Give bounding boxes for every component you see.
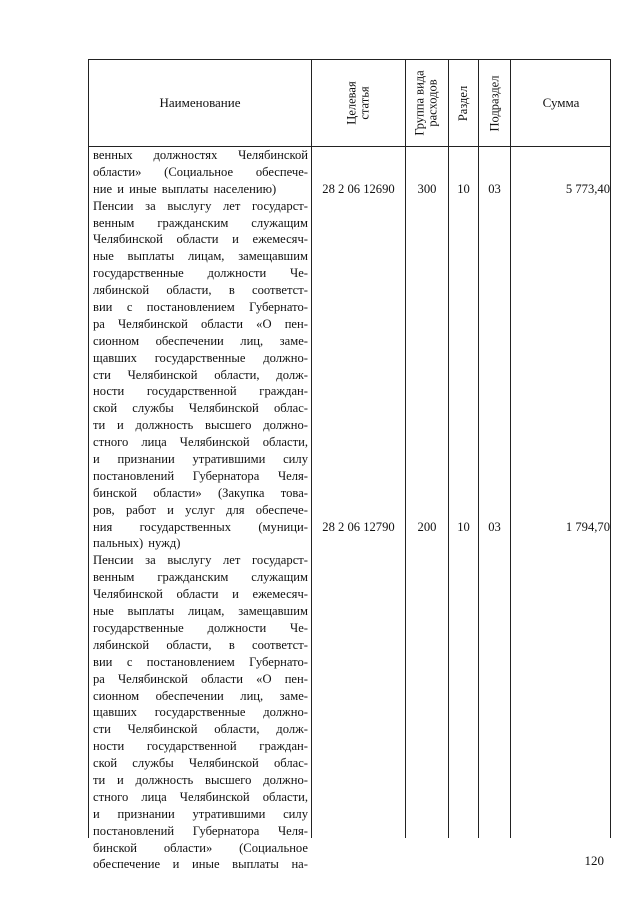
word: должно- xyxy=(263,772,308,787)
section-cell: 10 xyxy=(457,520,470,534)
word: това- xyxy=(280,485,308,500)
word: вии xyxy=(93,654,113,669)
word: Челябинской xyxy=(118,671,188,686)
header-subsection: Подраздел xyxy=(487,75,501,131)
word: облас- xyxy=(273,401,308,416)
word: сти xyxy=(93,367,111,382)
word: (Социальное xyxy=(164,164,234,179)
word: области, xyxy=(166,283,212,298)
word: обеспечение xyxy=(93,857,161,872)
word: ные xyxy=(93,249,114,264)
word: обеспечении xyxy=(155,688,224,703)
entry-line xyxy=(93,248,308,265)
word: щавших xyxy=(93,705,137,720)
expense-group-cell: 300 xyxy=(417,182,437,196)
word: и xyxy=(93,452,100,467)
word: облас- xyxy=(273,756,308,771)
word: должно- xyxy=(263,418,308,433)
section-cell: 10 xyxy=(457,182,470,196)
word: заме- xyxy=(279,688,308,703)
word: ров, xyxy=(93,502,115,517)
entry-line xyxy=(93,485,308,502)
column-divider xyxy=(311,60,312,838)
entry-line xyxy=(93,316,308,333)
word: соответст- xyxy=(252,283,308,298)
entry-line xyxy=(93,806,308,823)
word: Челя- xyxy=(277,468,308,483)
word: постановлением xyxy=(146,300,235,315)
word: выплаты xyxy=(232,857,279,872)
word: государственной xyxy=(146,739,237,754)
entry-line xyxy=(93,164,308,181)
entry-line xyxy=(93,654,308,671)
word: и xyxy=(167,502,174,517)
word: для xyxy=(226,502,245,517)
sum-cell: 1 794,70 xyxy=(565,520,610,534)
word: государст- xyxy=(252,198,308,213)
word: и xyxy=(117,418,124,433)
column-divider xyxy=(448,60,449,838)
word: обеспечении xyxy=(155,333,224,348)
word: постановлением xyxy=(146,654,235,669)
word: и xyxy=(93,806,100,821)
word: долж- xyxy=(276,367,308,382)
word: Челябинской xyxy=(118,316,188,331)
word: служащим xyxy=(251,570,308,585)
entry-line xyxy=(93,502,308,519)
word: области» xyxy=(163,840,213,855)
word: Челябинской xyxy=(179,435,250,450)
entry-line xyxy=(93,147,308,164)
word: утратившими xyxy=(192,806,266,821)
word: (Социальное xyxy=(239,840,308,855)
word: лица xyxy=(141,789,167,804)
word: службы xyxy=(132,401,174,416)
entry-line xyxy=(93,823,308,840)
word: замещавшим xyxy=(238,249,308,264)
entry-line xyxy=(93,519,308,536)
word: ежемесяч- xyxy=(252,587,308,602)
word: Челябинской xyxy=(127,722,198,737)
word: области, xyxy=(214,722,260,737)
word: гражданским xyxy=(157,570,229,585)
word: сионном xyxy=(93,688,140,703)
word: лицам, xyxy=(187,249,225,264)
page-number: 120 xyxy=(584,853,604,868)
word: лица xyxy=(141,435,167,450)
header-target-article: Целевая статья xyxy=(344,81,372,125)
word: постановлений xyxy=(93,823,175,838)
entry-line xyxy=(93,215,308,232)
word: за xyxy=(145,198,156,213)
word: «О xyxy=(256,671,272,686)
subsection-cell: 03 xyxy=(488,182,501,196)
column-divider xyxy=(478,60,479,838)
word: силу xyxy=(283,452,308,467)
target-article-cell: 28 2 06 12690 xyxy=(322,182,395,196)
word: области, xyxy=(166,637,212,652)
word: выслугу xyxy=(167,198,212,213)
word: области» xyxy=(93,164,142,179)
word: сионном xyxy=(93,333,140,348)
column-divider xyxy=(510,60,511,838)
entry-line: ние и иные выплаты населению) xyxy=(93,181,277,196)
word: в xyxy=(228,637,235,652)
word: бинской xyxy=(93,840,137,855)
header-sum: Сумма xyxy=(542,95,580,110)
word: замещавшим xyxy=(238,604,308,619)
word: Че- xyxy=(290,266,308,281)
entry-line xyxy=(93,383,308,400)
word: долж- xyxy=(276,722,308,737)
word: выплаты xyxy=(127,604,175,619)
word: силу xyxy=(283,806,308,821)
entry-line xyxy=(93,231,308,248)
word: ской xyxy=(93,401,118,416)
word: лет xyxy=(223,198,241,213)
word: ра xyxy=(93,316,105,331)
word: признании xyxy=(117,806,175,821)
entry-line xyxy=(93,282,308,299)
word: Челябинской xyxy=(179,789,250,804)
entry-line: пальных) нужд) xyxy=(93,536,181,551)
entry-line xyxy=(93,299,308,316)
word: высшего xyxy=(205,772,252,787)
word: Губернатора xyxy=(192,468,260,483)
subsection-cell: 03 xyxy=(488,520,501,534)
word: области» xyxy=(153,485,202,500)
word: высшего xyxy=(205,418,252,433)
word: должно- xyxy=(263,705,308,720)
entry-line xyxy=(93,637,308,654)
entry-line xyxy=(93,350,308,367)
sum-cell: 5 773,40 xyxy=(565,182,610,196)
entry-line xyxy=(93,333,308,350)
word: должностях xyxy=(153,148,218,162)
entry-line xyxy=(93,721,308,738)
word: должность xyxy=(135,418,194,433)
entry-line xyxy=(93,451,308,468)
word: Челябинской xyxy=(127,367,198,382)
word: Губернато- xyxy=(249,300,308,315)
header-name: Наименование xyxy=(159,95,241,110)
word: заме- xyxy=(279,333,308,348)
word: ской xyxy=(93,756,118,771)
word: ра xyxy=(93,671,105,686)
word: Че- xyxy=(290,620,308,635)
word: пен- xyxy=(284,316,308,331)
word: должность xyxy=(135,772,194,787)
word: и xyxy=(172,857,180,872)
column-divider xyxy=(405,60,406,838)
word: и xyxy=(232,587,239,602)
word: выслугу xyxy=(167,553,212,568)
word: и xyxy=(117,772,124,787)
word: лиц, xyxy=(240,333,264,348)
entry-line xyxy=(93,789,308,806)
word: (муници- xyxy=(258,519,308,534)
entry-line xyxy=(93,265,308,282)
word: и xyxy=(232,232,239,247)
word: области xyxy=(200,316,244,331)
word: Пенсии xyxy=(93,553,134,568)
word: граждан- xyxy=(259,739,308,754)
word: ности xyxy=(93,739,125,754)
word: с xyxy=(126,654,133,669)
word: обеспече- xyxy=(255,164,308,179)
entry-line xyxy=(93,704,308,721)
word: с xyxy=(126,300,133,315)
word: должно- xyxy=(263,350,308,365)
word: венным xyxy=(93,570,135,585)
word: лет xyxy=(223,553,241,568)
expense-group-cell: 200 xyxy=(417,520,437,534)
word: Челя- xyxy=(277,823,308,838)
word: бинской xyxy=(93,485,137,500)
word: стного xyxy=(93,435,129,450)
word: служащим xyxy=(251,215,308,230)
word: ности xyxy=(93,384,125,399)
entry-line xyxy=(93,468,308,485)
word: Губернатора xyxy=(192,823,260,838)
word: области, xyxy=(214,367,260,382)
word: ежемесяч- xyxy=(252,232,308,247)
word: Пенсии xyxy=(93,198,134,213)
word: пен- xyxy=(284,671,308,686)
word: области xyxy=(176,232,219,247)
entry-line xyxy=(93,569,308,586)
word: постановлений xyxy=(93,468,175,483)
word: лицам, xyxy=(187,604,225,619)
word: услуг xyxy=(185,502,215,517)
name-column xyxy=(93,147,308,873)
word: стного xyxy=(93,789,129,804)
word: за xyxy=(145,553,156,568)
word: (Закупка xyxy=(217,485,265,500)
word: Челябинской xyxy=(188,756,259,771)
word: государственных xyxy=(139,519,232,534)
entry-line xyxy=(93,417,308,434)
word: Челябинской xyxy=(188,401,259,416)
word: лябинской xyxy=(93,637,150,652)
word: признании xyxy=(117,452,175,467)
word: ния xyxy=(93,519,113,534)
word: службы xyxy=(132,756,174,771)
word: выплаты xyxy=(127,249,175,264)
entry-line xyxy=(93,671,308,688)
word: лиц, xyxy=(240,688,264,703)
word: «О xyxy=(256,316,272,331)
entry-line xyxy=(93,603,308,620)
entry-line xyxy=(93,856,308,873)
word: соответст- xyxy=(252,637,308,652)
word: работ xyxy=(125,502,156,517)
word: государственные xyxy=(154,705,246,720)
word: граждан- xyxy=(259,384,308,399)
word: государст- xyxy=(252,553,308,568)
entry-line xyxy=(93,586,308,603)
entry-line xyxy=(93,620,308,637)
entry-line xyxy=(93,772,308,789)
word: в xyxy=(228,283,235,298)
word: лябинской xyxy=(93,283,150,298)
entry-line xyxy=(93,400,308,417)
word: вии xyxy=(93,300,113,315)
entry-line xyxy=(93,688,308,705)
word: области xyxy=(200,671,244,686)
word: области, xyxy=(262,789,308,804)
entry-line xyxy=(93,552,308,569)
entry-line xyxy=(93,755,308,772)
word: венных xyxy=(93,148,133,162)
word: ные xyxy=(93,604,114,619)
target-article-cell: 28 2 06 12790 xyxy=(322,520,395,534)
entry-line xyxy=(93,198,308,215)
word: иные xyxy=(192,857,220,872)
word: щавших xyxy=(93,350,137,365)
word: государственные xyxy=(93,620,184,635)
word: на- xyxy=(291,857,308,872)
entry-line xyxy=(93,738,308,755)
word: утратившими xyxy=(192,452,266,467)
word: сти xyxy=(93,722,111,737)
entry-line xyxy=(93,367,308,384)
word: области, xyxy=(262,435,308,450)
word: венным xyxy=(93,215,135,230)
word: гражданским xyxy=(157,215,229,230)
word: Челябинской xyxy=(93,232,163,247)
entry-line xyxy=(93,434,308,451)
word: должности xyxy=(207,620,267,635)
word: области xyxy=(176,587,219,602)
word: Челябинской xyxy=(93,587,163,602)
word: государственной xyxy=(146,384,237,399)
word: ти xyxy=(93,418,106,433)
header-expense-group: Группа вида расходов xyxy=(413,70,441,136)
word: обеспече- xyxy=(255,502,308,517)
entry-line xyxy=(93,840,308,857)
word: Губернато- xyxy=(249,654,308,669)
word: должности xyxy=(207,266,267,281)
word: государственные xyxy=(154,350,246,365)
word: Челябинской xyxy=(238,148,308,162)
word: государственные xyxy=(93,266,184,281)
header-section: Раздел xyxy=(456,85,471,121)
word: ти xyxy=(93,772,106,787)
